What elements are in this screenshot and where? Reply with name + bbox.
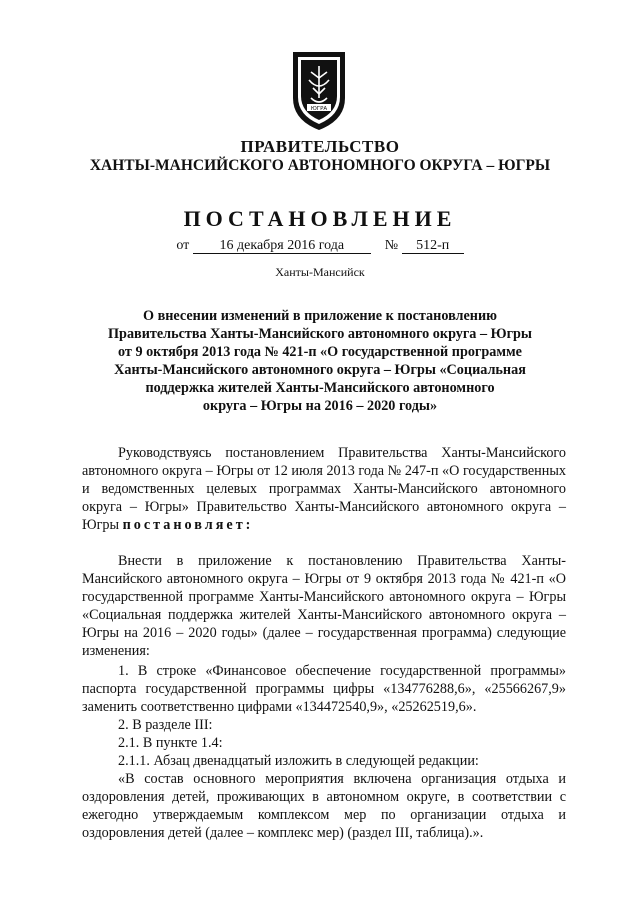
list-item: 1. В строке «Финансовое обеспечение государственной программы» паспорта государственной программы цифры «134776288,6», «25566267,9» заменить соответственно цифрами «134472540,9», «25262519,6». [82, 663, 566, 715]
city-name: Ханты-Мансийск [275, 265, 365, 279]
intro-paragraph [82, 552, 566, 660]
number-prefix: № [384, 238, 399, 253]
decree-word: постановляет: [122, 517, 254, 533]
organization-name: ПРАВИТЕЛЬСТВО [240, 137, 400, 156]
title-line: поддержка жителей Ханты-Мансийского автономного [145, 380, 495, 396]
amendment-items [82, 662, 566, 842]
title-line: О внесении изменений в приложение к постановлению [142, 308, 497, 324]
document-date: 16 декабря 2016 года [193, 238, 371, 254]
document-number: 512-п [402, 238, 464, 254]
intro-text: Внести в приложение к постановлению Правительства Ханты-Мансийского автономного округа – Югры от 9 октября 2013 года № 421-п «О государственной программе Ханты-Мансийского автономного округа – Югры «Социальная поддержка жителей Ханты-Мансийского автономного округа – Югры на 2016 – 2020 годы» (далее – государственная программа) следующие изменения: [82, 553, 566, 659]
date-prefix: от [176, 238, 190, 253]
list-item: 2.1.1. Абзац двенадцатый изложить в следующей редакции: [118, 753, 479, 769]
list-item: 2.1. В пункте 1.4: [118, 735, 223, 751]
organization-region: ХАНТЫ-МАНСИЙСКОГО АВТОНОМНОГО ОКРУГА – ЮГРЫ [89, 157, 551, 174]
emblem-label: ЮГРА [310, 106, 328, 112]
preamble-paragraph [82, 444, 566, 534]
preamble-text: Руководствуясь постановлением Правительства Ханты-Мансийского автономного округа – Югры от 12 июля 2013 года № 247-п «О государственных и ведомственных целевых программах Ханты-Мансийского автономного округа – Югры» Правительство Ханты-Мансийского автономного округа – Югры [82, 445, 566, 533]
coat-of-arms-emblem [287, 48, 351, 132]
list-item: 2. В разделе III: [118, 717, 213, 733]
document-title [90, 307, 550, 415]
document-type: ПОСТАНОВЛЕНИЕ [183, 206, 457, 231]
title-line: Правительства Ханты-Мансийского автономного округа – Югры [108, 326, 532, 342]
title-line: от 9 октября 2013 года № 421-п «О государственной программе [118, 344, 522, 360]
title-line: Ханты-Мансийского автономного округа – Югры «Социальная [114, 362, 526, 378]
quoted-text: «В состав основного мероприятия включена организация отдыха и оздоровления детей, проживающих в автономном округе, в соответствии с ежегодно утверждаемым комплексом мер по организации отдыха и оздоровления детей (далее – комплекс мер) (раздел III, таблица).». [82, 771, 566, 841]
title-line: округа – Югры на 2016 – 2020 годы» [202, 398, 438, 414]
date-number-line [0, 238, 640, 254]
